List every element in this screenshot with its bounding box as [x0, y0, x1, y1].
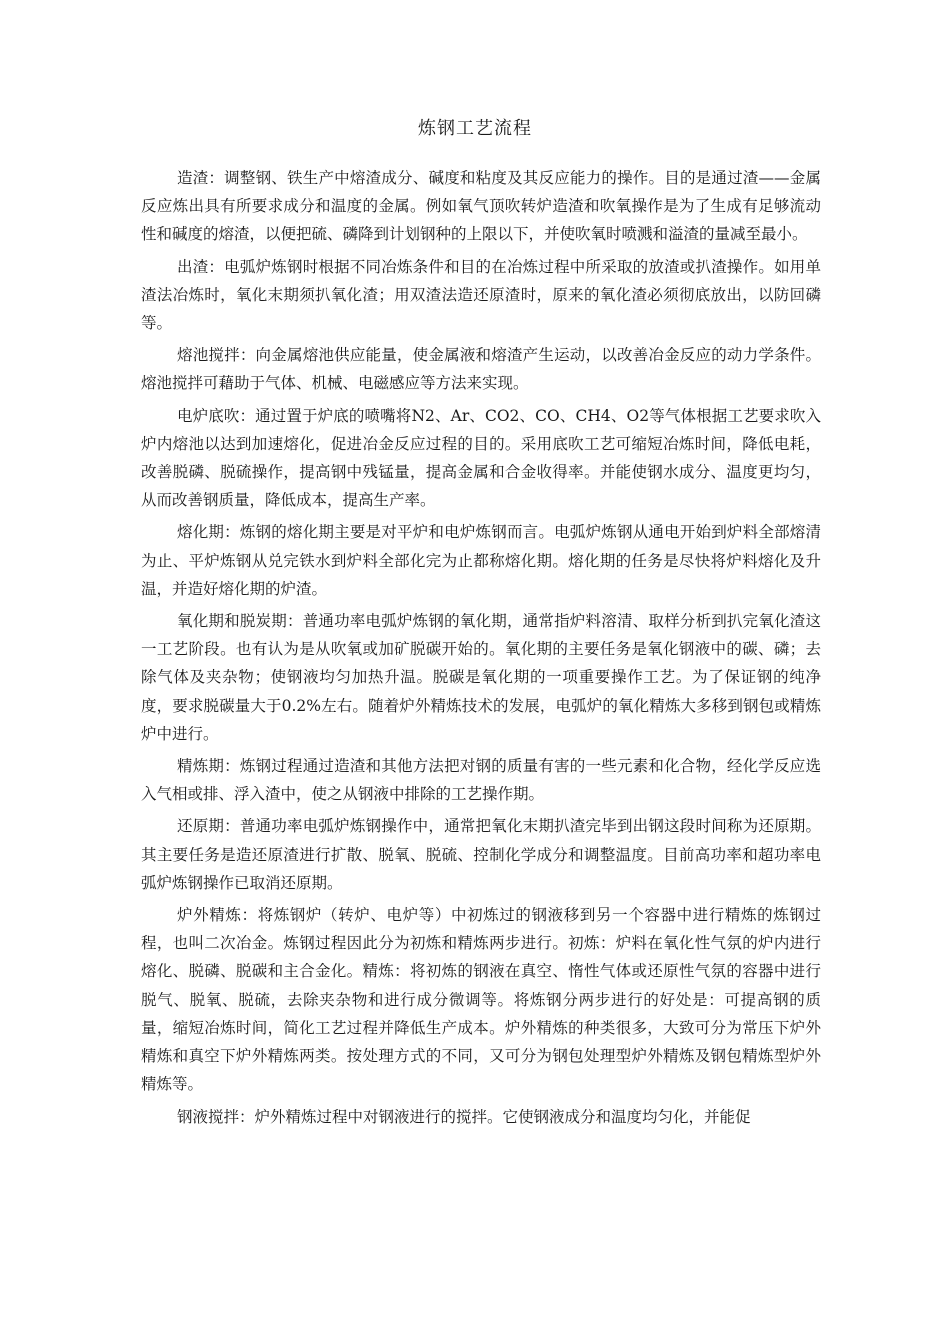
paragraph-jinglianqi: 精炼期：炼钢过程通过造渣和其他方法把对钢的质量有害的一些元素和化合物，经化学反应选入气相或排、浮入渣中，使之从钢液中排除的工艺操作期。: [141, 757, 821, 804]
paragraph-yanghuaqi: 氧化期和脱炭期：普通功率电弧炉炼钢的氧化期，通常指炉料溶清、取样分析到扒完氧化渣这一工艺阶段。也有认为是从吹氧或加矿脱碳开始的。氧化期的主要任务是氧化钢液中的碳、磷；去除气体及夹杂物；使钢液均匀加热升温。脱碳是氧化期的一项重要操作工艺。为了保证钢的纯净度，要求脱碳量大于0.2%左右。随着炉外精炼技术的发展，电弧炉的氧化精炼大多移到钢包或精炼炉中进行。: [141, 612, 821, 743]
paragraph-ronghuaqi: 熔化期：炼钢的熔化期主要是对平炉和电炉炼钢而言。电弧炉炼钢从通电开始到炉料全部熔清为止、平炉炼钢从兑完铁水到炉料全部化完为止都称熔化期。熔化期的任务是尽快将炉料熔化及升温，并造好熔化期的炉渣。: [141, 523, 821, 598]
paragraph-dianlu-dichui: 电炉底吹：通过置于炉底的喷嘴将N2、Ar、CO2、CO、CH4、O2等气体根据工艺要求吹入炉内熔池以达到加速熔化，促进冶金反应过程的目的。采用底吹工艺可缩短冶炼时间，降低电耗，改善脱磷、脱硫操作，提高钢中残锰量，提高金属和合金收得率。并能使钢水成分、温度更均匀，从而改善钢质量，降低成本，提高生产率。: [141, 406, 821, 510]
paragraph-zaozha: 造渣：调整钢、铁生产中熔渣成分、碱度和粘度及其反应能力的操作。目的是通过渣——金属反应炼出具有所要求成分和温度的金属。例如氧气顶吹转炉造渣和吹氧操作是为了生成有足够流动性和碱度的熔渣，以便把硫、磷降到计划钢种的上限以下，并使吹氧时喷溅和溢渣的量减至最小。: [141, 169, 821, 244]
paragraph-luwai-jinglian: 炉外精炼：将炼钢炉（转炉、电炉等）中初炼过的钢液移到另一个容器中进行精炼的炼钢过程，也叫二次冶金。炼钢过程因此分为初炼和精炼两步进行。初炼：炉料在氧化性气氛的炉内进行熔化、脱磷、脱碳和主合金化。精炼：将初炼的钢液在真空、惰性气体或还原性气氛的容器中进行脱气、脱氧、脱硫，去除夹杂物和进行成分微调等。将炼钢分两步进行的好处是：可提高钢的质量，缩短冶炼时间，简化工艺过程并降低生产成本。炉外精炼的种类很多，大致可分为常压下炉外精炼和真空下炉外精炼两类。按处理方式的不同，又可分为钢包处理型炉外精炼及钢包精炼型炉外精炼等。: [141, 906, 821, 1094]
paragraph-huanyuanqi: 还原期：普通功率电弧炉炼钢操作中，通常把氧化末期扒渣完毕到出钢这段时间称为还原期。其主要任务是造还原渣进行扩散、脱氧、脱硫、控制化学成分和调整温度。目前高功率和超功率电弧炉炼钢操作已取消还原期。: [141, 817, 821, 892]
document-title: 炼钢工艺流程: [418, 118, 532, 139]
paragraph-chuzha: 出渣：电弧炉炼钢时根据不同冶炼条件和目的在冶炼过程中所采取的放渣或扒渣操作。如用单渣法冶炼时，氧化末期须扒氧化渣；用双渣法造还原渣时，原来的氧化渣必须彻底放出，以防回磷等。: [141, 257, 821, 333]
paragraph-gangye-jiaoban: 钢液搅拌：炉外精炼过程中对钢液进行的搅拌。它使钢液成分和温度均匀化，并能促: [177, 1107, 751, 1126]
paragraph-rongchi-jiaoban: 熔池搅拌：向金属熔池供应能量，使金属液和熔渣产生运动，以改善冶金反应的动力学条件。熔池搅拌可藉助于气体、机械、电磁感应等方法来实现。: [141, 346, 821, 393]
document-body: [141, 164, 821, 1135]
